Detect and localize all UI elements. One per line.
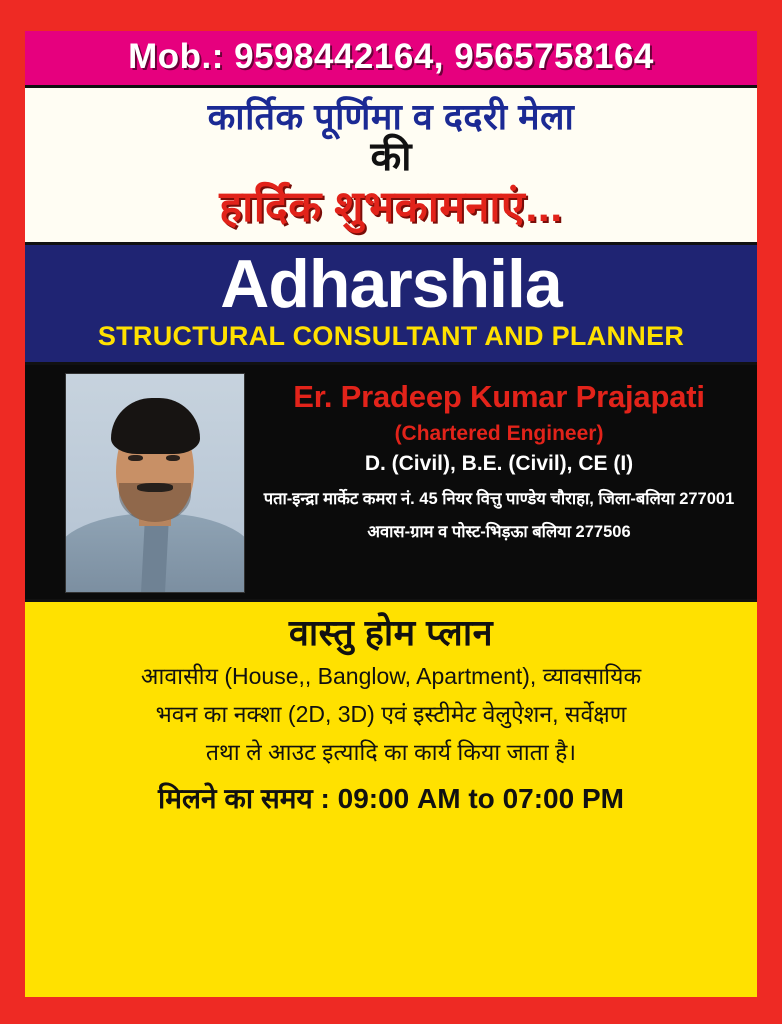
greeting-line-3: हार्दिक शुभकामनाएं...	[219, 183, 563, 232]
brand-name: Adharshila	[220, 245, 562, 322]
services-line-1: आवासीय (House,, Banglow, Apartment), व्यावसायिक	[140, 663, 642, 690]
poster-inner-frame	[22, 28, 760, 1000]
portrait-eye-right	[166, 455, 180, 462]
person-details	[245, 373, 757, 593]
person-home-address: अवास-ग्राम व पोस्ट-भिड़ऊा बलिया 277506	[367, 523, 631, 542]
portrait-photo	[65, 373, 245, 593]
mobile-number-text: Mob.: 9598442164, 9565758164	[128, 37, 654, 76]
greeting-line-1: कार्तिक पूर्णिमा व ददरी मेला	[207, 96, 575, 137]
services-line-2: भवन का नक्शा (2D, 3D) एवं इस्टीमेट वेलुऐशन, सर्वेक्षण	[155, 700, 627, 727]
portrait-photo-image	[66, 374, 244, 592]
services-title: वास्तु होम प्लान	[288, 611, 494, 653]
brand-tagline: STRUCTURAL CONSULTANT AND PLANNER	[97, 321, 685, 352]
portrait-eye-left	[128, 455, 142, 462]
services-timing: मिलने का समय : 09:00 AM to 07:00 PM	[158, 783, 624, 815]
person-band	[25, 365, 757, 602]
greeting-block	[25, 88, 757, 245]
greeting-line-2: की	[370, 135, 412, 180]
services-band	[25, 602, 757, 997]
person-office-address: पता-इन्द्रा मार्केट कमरा नं. 45 नियर वित्तु पाण्डेय चौराहा, जिला-बलिया 277001	[263, 490, 735, 509]
portrait-hair	[111, 398, 200, 455]
person-name: Er. Pradeep Kumar Prajapati	[293, 378, 705, 414]
person-qualifications: D. (Civil), B.E. (Civil), CE (I)	[364, 452, 634, 476]
services-line-3: तथा ले आउट इत्यादि का कार्य किया जाता है।	[205, 738, 577, 765]
portrait-moustache	[137, 483, 173, 492]
person-title: (Chartered Engineer)	[394, 422, 604, 446]
mobile-number-bar	[25, 31, 757, 88]
brand-band	[25, 245, 757, 365]
